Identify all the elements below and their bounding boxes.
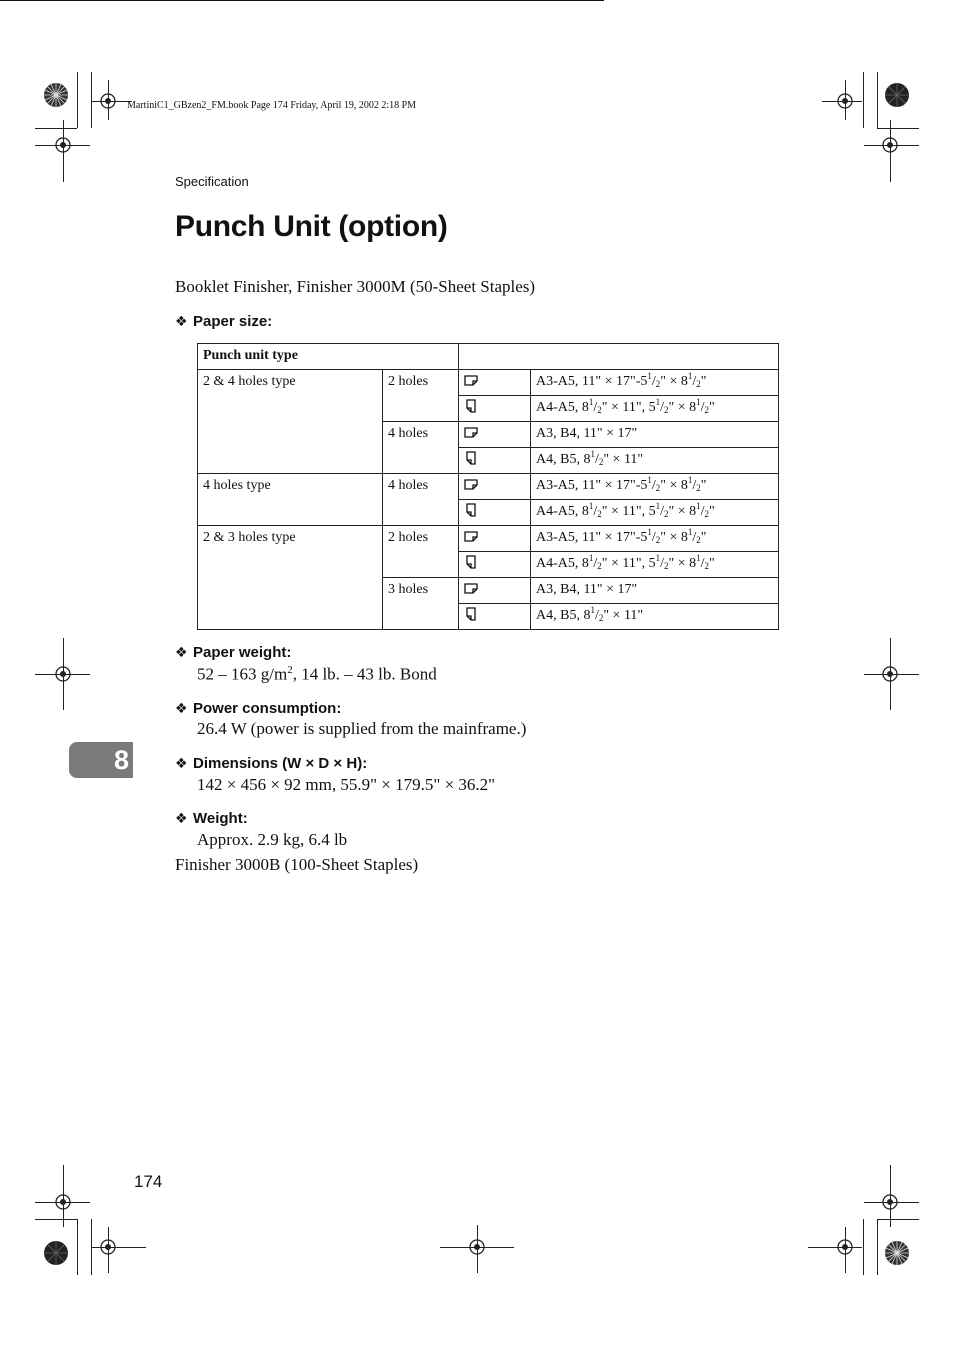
orientation-cell <box>459 396 531 422</box>
registration-crosshair-icon <box>52 1191 74 1213</box>
dimensions-value: 142 × 456 × 92 mm, 55.9" × 179.5" × 36.2" <box>197 775 496 794</box>
intro-text: Booklet Finisher, Finisher 3000M (50-Sheet Staples) <box>175 277 536 296</box>
size-cell: A4-A5, $8^1/_2$" × 11", $5^1/_2$" × $8^1/_2$" <box>531 500 779 526</box>
finisher-3000b-text: Finisher 3000B (100-Sheet Staples) <box>175 855 419 874</box>
orientation-cell <box>459 422 531 448</box>
registration-crosshair-icon <box>52 134 74 156</box>
table-row <box>198 526 779 552</box>
section-label: Paper size: <box>193 313 273 330</box>
registration-crosshair-icon <box>52 663 74 685</box>
paper-weight-value: 52 – 163 $g/m^2$, 14 lb. – 43 lb. Bond <box>197 664 437 684</box>
print-rosette-icon <box>884 1240 910 1266</box>
orientation-cell <box>459 370 531 396</box>
landscape-feed-icon <box>464 477 478 491</box>
diamond-bullet-icon: ❖ <box>175 313 188 329</box>
holes-cell: 4 holes <box>383 422 459 474</box>
size-cell: A3-A5, 11" × $17"-5^1/_2$" × $8^1/_2$" <box>531 474 779 500</box>
size-cell: A3, B4, 11" × 17" <box>531 422 779 448</box>
orientation-cell <box>459 604 531 630</box>
running-header: Specification <box>175 174 249 189</box>
registration-crosshair-icon <box>97 90 119 112</box>
diamond-bullet-icon: ❖ <box>175 810 188 826</box>
holes-cell: 2 holes <box>383 370 459 422</box>
page-number: 174 <box>134 1172 163 1191</box>
diamond-bullet-icon: ❖ <box>175 644 188 660</box>
diamond-bullet-icon: ❖ <box>175 700 188 716</box>
orientation-cell <box>459 500 531 526</box>
table-header-blank-cell <box>459 344 779 370</box>
portrait-feed-icon <box>464 555 478 569</box>
punch-type-cell: 4 holes type <box>198 474 383 526</box>
size-cell: A3-A5, 11" × $17"-5^1/_2$" × $8^1/_2$" <box>531 526 779 552</box>
landscape-feed-icon <box>464 529 478 543</box>
print-rosette-icon <box>43 82 69 108</box>
section-label: Weight: <box>193 810 248 827</box>
portrait-feed-icon <box>464 607 478 621</box>
weight-value: Approx. 2.9 kg, 6.4 lb <box>197 830 348 849</box>
table-header-cell: Punch unit type <box>198 344 459 370</box>
size-cell: A4-A5, $8^1/_2$" × 11", $5^1/_2$" × $8^1/_2$" <box>531 396 779 422</box>
size-cell: A4, B5, $8^1/_2$" × 11" <box>531 448 779 474</box>
table-row <box>198 370 779 396</box>
registration-crosshair-icon <box>97 1236 119 1258</box>
registration-crosshair-icon <box>879 663 901 685</box>
section-paper-size-heading <box>175 313 272 330</box>
orientation-cell <box>459 474 531 500</box>
section-label: Dimensions (W × D × H): <box>193 755 368 772</box>
section-paper-weight-heading <box>175 644 291 661</box>
orientation-cell <box>459 552 531 578</box>
registration-crosshair-icon <box>879 1191 901 1213</box>
print-rosette-icon <box>884 82 910 108</box>
table-row <box>198 474 779 500</box>
paper-size-table <box>197 343 779 630</box>
portrait-feed-icon <box>464 503 478 517</box>
header-rule <box>0 0 604 1</box>
power-value: 26.4 W (power is supplied from the mainframe.) <box>197 719 527 738</box>
print-rosette-icon <box>43 1240 69 1266</box>
holes-cell: 2 holes <box>383 526 459 578</box>
registration-crosshair-icon <box>466 1236 488 1258</box>
portrait-feed-icon <box>464 451 478 465</box>
holes-cell: 3 holes <box>383 578 459 630</box>
section-label: Paper weight: <box>193 644 292 661</box>
table-header-row <box>198 344 779 370</box>
section-label: Power consumption: <box>193 700 342 717</box>
punch-type-cell: 2 & 3 holes type <box>198 526 383 630</box>
orientation-cell <box>459 578 531 604</box>
size-cell: A3, B4, 11" × 17" <box>531 578 779 604</box>
book-info-line: MartiniC1_GBzen2_FM.book Page 174 Friday, April 19, 2002 2:18 PM <box>127 100 417 111</box>
landscape-feed-icon <box>464 373 478 387</box>
section-weight-heading <box>175 810 248 827</box>
punch-type-cell: 2 & 4 holes type <box>198 370 383 474</box>
section-power-heading <box>175 700 341 717</box>
registration-crosshair-icon <box>834 1236 856 1258</box>
chapter-tab: 8 <box>69 742 133 778</box>
size-cell: A4-A5, $8^1/_2$" × 11", $5^1/_2$" × $8^1/_2$" <box>531 552 779 578</box>
orientation-cell <box>459 448 531 474</box>
diamond-bullet-icon: ❖ <box>175 755 188 771</box>
holes-cell: 4 holes <box>383 474 459 526</box>
page-title: Punch Unit (option) <box>175 210 448 243</box>
orientation-cell <box>459 526 531 552</box>
registration-crosshair-icon <box>879 134 901 156</box>
size-cell: A4, B5, $8^1/_2$" × 11" <box>531 604 779 630</box>
landscape-feed-icon <box>464 581 478 595</box>
section-dimensions-heading <box>175 755 367 772</box>
portrait-feed-icon <box>464 399 478 413</box>
registration-crosshair-icon <box>834 90 856 112</box>
landscape-feed-icon <box>464 425 478 439</box>
size-cell: A3-A5, 11" × $17"-5^1/_2$" × $8^1/_2$" <box>531 370 779 396</box>
